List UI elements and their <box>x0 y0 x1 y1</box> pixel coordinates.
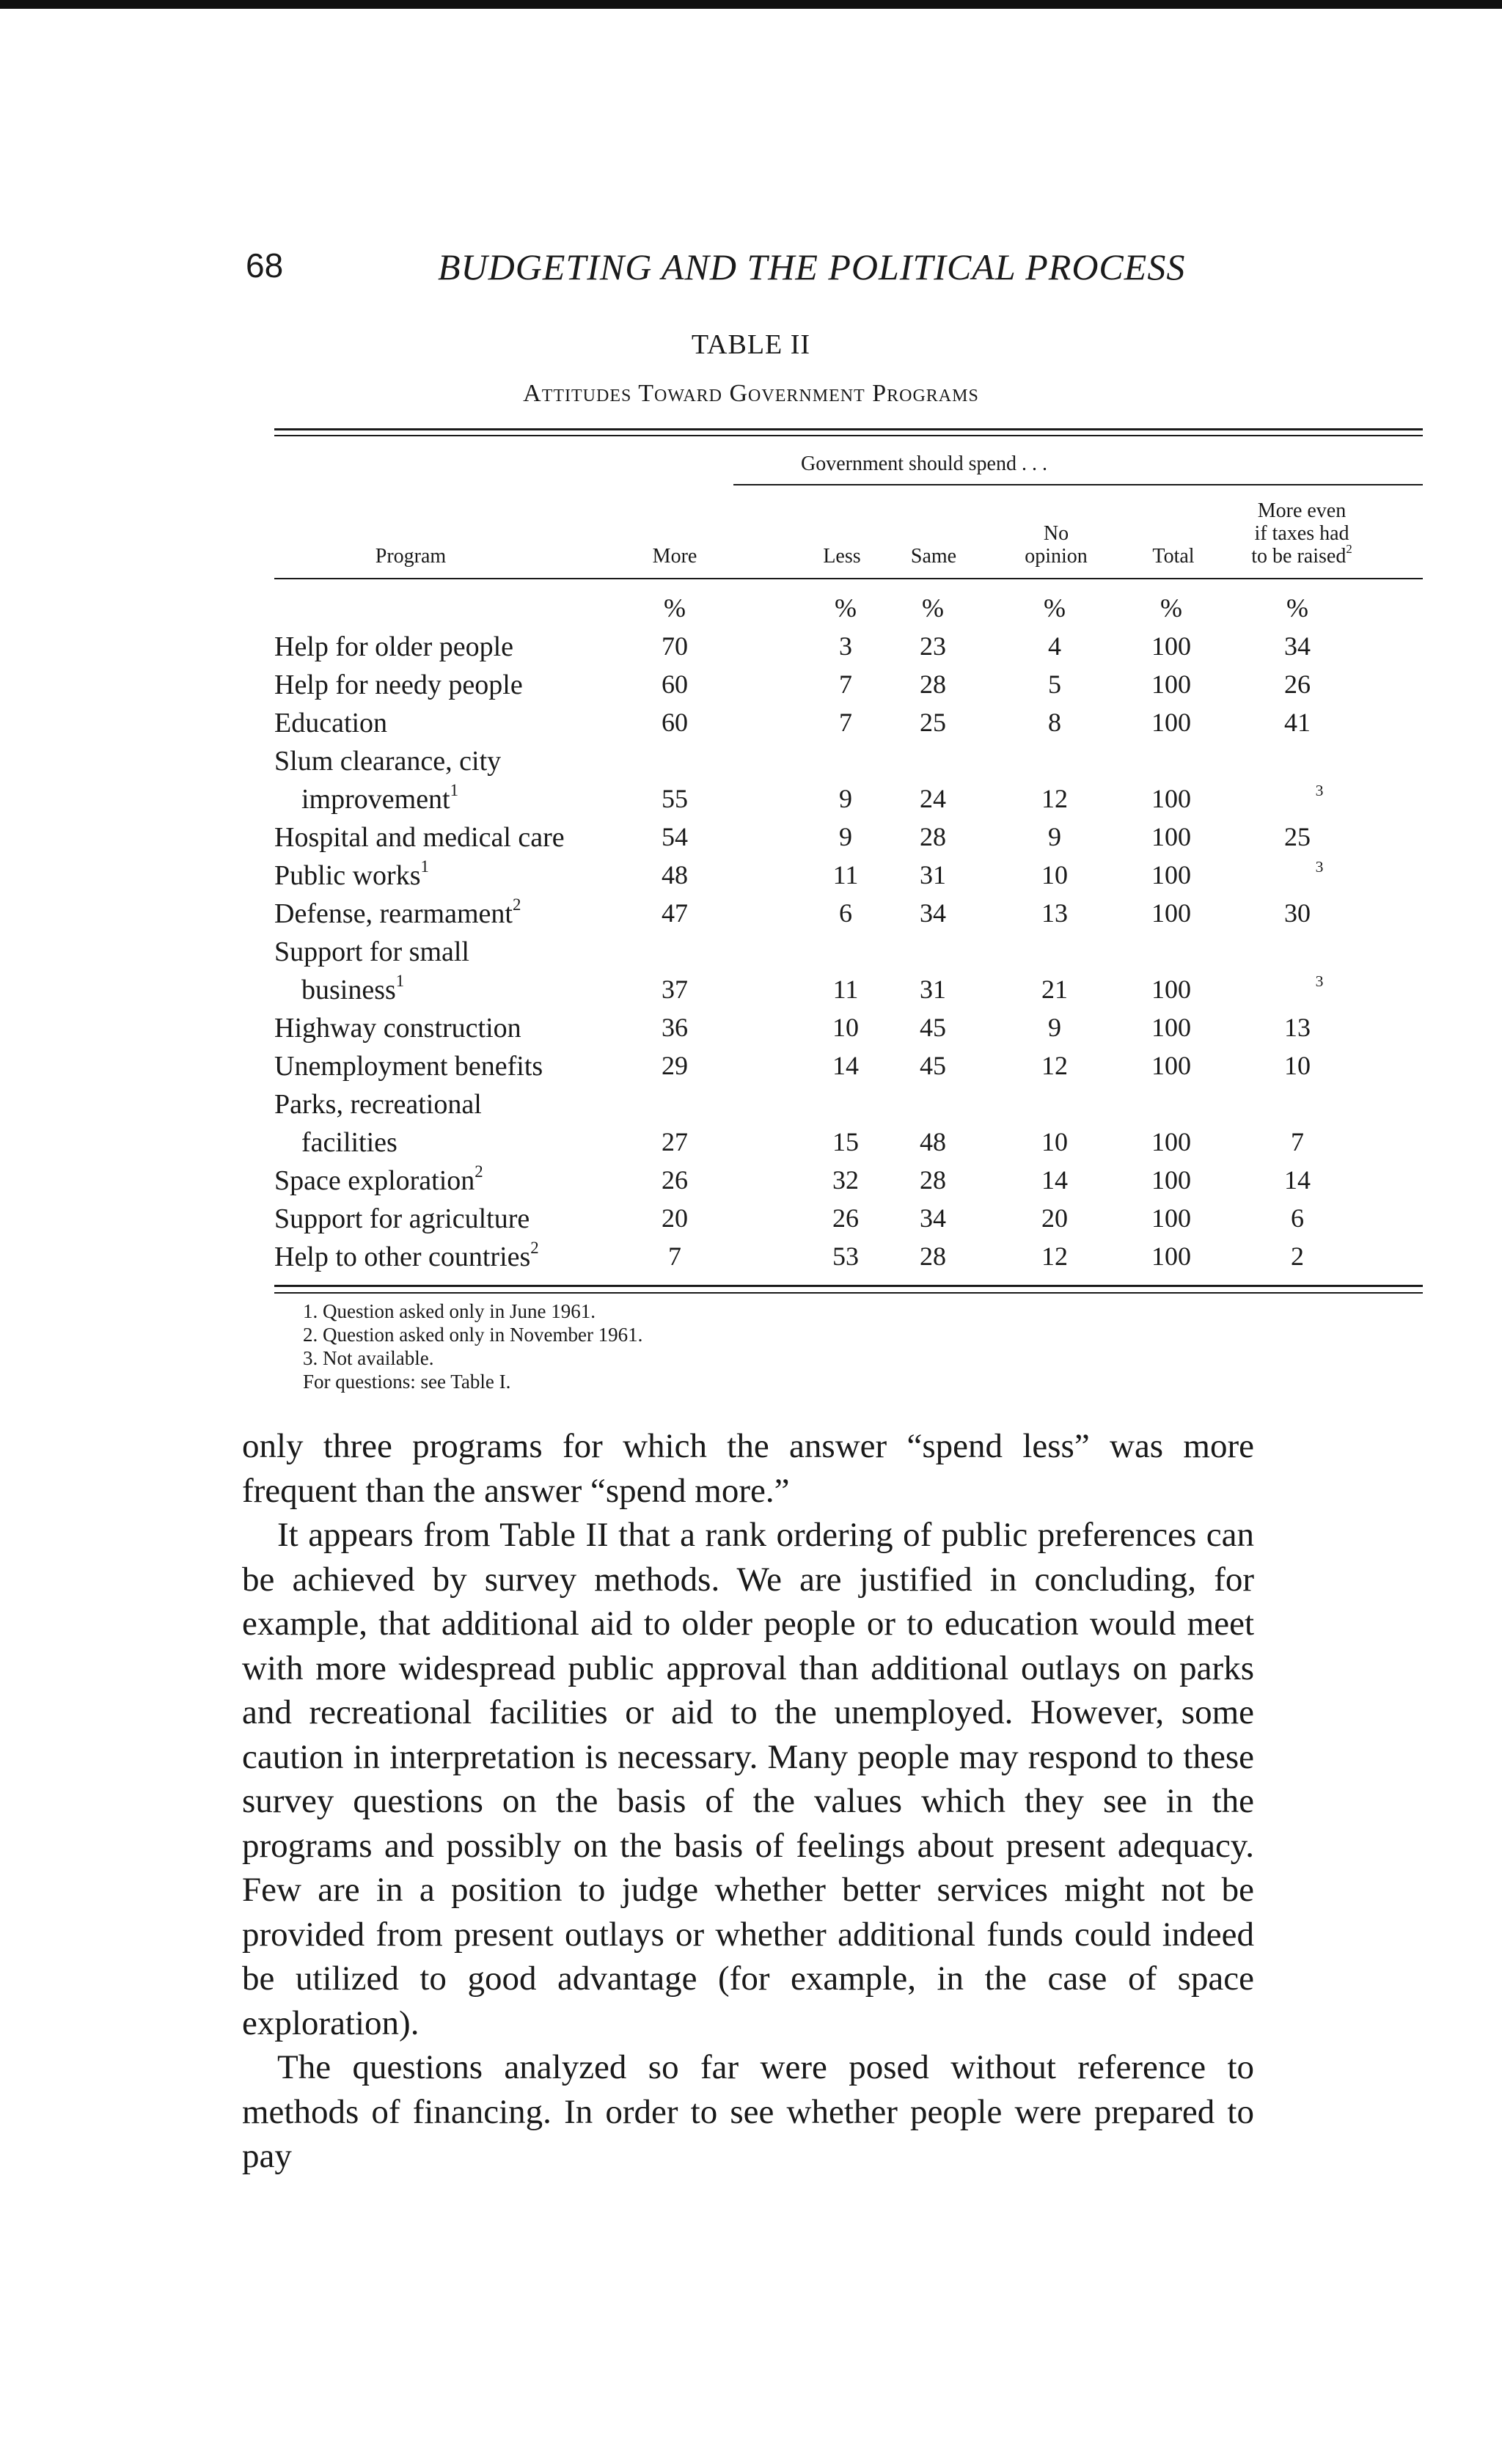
cell-even: 10 <box>1284 1051 1311 1080</box>
cell-more: 70 <box>662 631 688 661</box>
spanner-rule <box>733 484 1423 485</box>
col-head-total: Total <box>1152 545 1195 568</box>
cell-less: 26 <box>832 1203 859 1233</box>
cell-noop: 9 <box>1048 822 1061 851</box>
cell-less: 7 <box>839 708 852 737</box>
cell-less: 11 <box>832 860 859 890</box>
table-subtitle: Attitudes Toward Government Programs <box>523 380 979 407</box>
cell-less: 11 <box>832 975 859 1004</box>
cell-more: 47 <box>662 898 688 928</box>
cell-noop: 12 <box>1041 1242 1068 1271</box>
pct-no-opinion: % <box>1044 593 1066 623</box>
cell-noop: 5 <box>1048 670 1061 699</box>
cell-less: 6 <box>839 898 852 928</box>
cell-even: 25 <box>1284 822 1311 851</box>
cell-same: 28 <box>920 1165 946 1195</box>
cell-same: 48 <box>920 1127 946 1156</box>
row-label <box>274 745 501 777</box>
row-label-text: Education <box>274 708 388 738</box>
cell-even: 30 <box>1284 898 1311 928</box>
row-label-text: Slum clearance, city <box>274 746 502 777</box>
cell-less: 32 <box>832 1165 859 1195</box>
cell-even <box>1275 783 1363 814</box>
cell-even: 6 <box>1291 1203 1304 1233</box>
cell-noop: 12 <box>1041 784 1068 813</box>
col-head-no-opinion-line1: No <box>1043 522 1069 545</box>
row-label-continued-text: facilities <box>301 1127 398 1158</box>
cell-noop: 12 <box>1041 1051 1068 1080</box>
cell-noop: 9 <box>1048 1013 1061 1042</box>
cell-less: 15 <box>832 1127 859 1156</box>
row-label-continued-text: improvement <box>301 784 450 815</box>
row-label <box>274 1238 539 1273</box>
cell-even <box>1275 974 1363 1005</box>
cell-even <box>1275 859 1363 890</box>
row-label-footnote-ref: 1 <box>395 971 405 990</box>
paragraph-continued: only three programs for which the answer “spend less” was more frequent than the answer “spend more.” <box>242 1427 1254 1510</box>
cell-same: 28 <box>920 670 946 699</box>
cell-same: 25 <box>920 708 946 737</box>
cell-same: 34 <box>920 1203 946 1233</box>
col-head-no-opinion-line2: opinion <box>1025 545 1088 568</box>
cell-more: 48 <box>662 860 688 890</box>
row-label-text: Hospital and medical care <box>274 822 565 853</box>
cell-more: 36 <box>662 1013 688 1042</box>
col-head-more-even-sup: 2 <box>1346 542 1352 557</box>
paragraph-rank-ordering: It appears from Table II that a rank ordering of public preferences can be achieved by survey methods. We are justified in concluding, for example, that additional aid to older people or to education would meet with more widespread public approval than additional outlays on parks and recreational facilities or aid to the unemployed. However, some caution in interpretation is necessary. Many people may respond to these survey questions on the basis of the values which they see in the programs and possibly on the basis of feelings about present adequacy. Few are in a position to judge whether better services might not be provided from present outlays or whether additional funds could indeed be utilized to good advantage (for example, in the case of space exploration). <box>242 1516 1254 2042</box>
cell-less: 9 <box>839 822 852 851</box>
cell-total: 100 <box>1151 975 1191 1004</box>
row-label-footnote-ref: 2 <box>530 1238 539 1257</box>
cell-more: 29 <box>662 1051 688 1080</box>
cell-same: 45 <box>920 1013 946 1042</box>
cell-even: 14 <box>1284 1165 1311 1195</box>
footnote-source: For questions: see Table I. <box>303 1371 511 1393</box>
cell-noop: 10 <box>1041 1127 1068 1156</box>
cell-less: 9 <box>839 784 852 813</box>
table-title: TABLE II <box>691 329 811 360</box>
row-label <box>274 1088 482 1121</box>
cell-noop: 4 <box>1048 631 1061 661</box>
cell-same: 31 <box>920 975 946 1004</box>
cell-total: 100 <box>1151 1013 1191 1042</box>
cell-total: 100 <box>1151 1165 1191 1195</box>
cell-even-footnote-ref: 3 <box>1315 857 1324 876</box>
row-label-continued-text: business <box>301 975 396 1005</box>
row-label-text: Support for small <box>274 936 469 967</box>
row-label-text: Highway construction <box>274 1013 521 1044</box>
row-label <box>274 669 523 701</box>
row-label <box>274 1012 521 1044</box>
cell-total: 100 <box>1151 898 1191 928</box>
cell-same: 28 <box>920 1242 946 1271</box>
row-label-text: Help for needy people <box>274 670 523 700</box>
cell-same: 28 <box>920 822 946 851</box>
col-head-more-even-line2: if taxes had <box>1254 522 1349 545</box>
row-label <box>274 859 429 892</box>
cell-noop: 14 <box>1041 1165 1068 1195</box>
row-label-text: Help for older people <box>274 631 514 662</box>
col-head-same: Same <box>910 545 957 568</box>
row-label <box>274 1162 483 1197</box>
cell-total: 100 <box>1151 1051 1191 1080</box>
cell-less: 10 <box>832 1013 859 1042</box>
cell-total: 100 <box>1151 1203 1191 1233</box>
header-bottom-rule <box>274 578 1423 579</box>
row-label-footnote-ref: 2 <box>475 1162 483 1181</box>
col-head-more-even-line3 <box>1210 542 1393 568</box>
cell-even: 13 <box>1284 1013 1311 1042</box>
row-label-text: Parks, recreational <box>274 1089 482 1120</box>
row-label-text: Unemployment benefits <box>274 1051 543 1082</box>
cell-less: 53 <box>832 1242 859 1271</box>
cell-even-footnote-ref: 3 <box>1315 781 1324 799</box>
table-top-rule <box>274 428 1423 430</box>
column-spanner: Government should spend . . . <box>801 452 1047 475</box>
cell-more: 20 <box>662 1203 688 1233</box>
col-head-more-even-line1: More even <box>1257 499 1347 522</box>
pct-more: % <box>664 593 686 623</box>
cell-same: 23 <box>920 631 946 661</box>
pct-more-even: % <box>1286 593 1308 623</box>
cell-noop: 8 <box>1048 708 1061 737</box>
pct-less: % <box>835 593 857 623</box>
cell-total: 100 <box>1151 822 1191 851</box>
page-header <box>246 246 1258 297</box>
cell-total: 100 <box>1151 708 1191 737</box>
footnote-2: 2. Question asked only in November 1961. <box>303 1324 643 1346</box>
cell-same: 34 <box>920 898 946 928</box>
table-top-rule-2 <box>274 435 1423 436</box>
cell-less: 14 <box>832 1051 859 1080</box>
row-label <box>274 1050 543 1082</box>
running-head: BUDGETING AND THE POLITICAL PROCESS <box>438 246 1186 287</box>
col-head-more-even-line3-text: to be raised <box>1251 545 1347 568</box>
col-head-more: More <box>652 545 697 568</box>
row-label-continued <box>301 780 459 815</box>
cell-total: 100 <box>1151 670 1191 699</box>
cell-more: 37 <box>662 975 688 1004</box>
row-label-text: Support for agriculture <box>274 1203 530 1234</box>
row-label-text: Space exploration <box>274 1165 475 1196</box>
page-number: 68 <box>246 246 284 285</box>
cell-more: 26 <box>662 1165 688 1195</box>
table-footnotes <box>303 1299 642 1393</box>
col-head-program: Program <box>375 545 447 568</box>
paragraph-financing: The questions analyzed so far were posed without reference to methods of financing. In order to see whether people were prepared to pay <box>242 2048 1254 2175</box>
cell-more: 54 <box>662 822 688 851</box>
cell-noop: 21 <box>1041 975 1068 1004</box>
row-label-text: Public works <box>274 860 421 891</box>
cell-total: 100 <box>1151 631 1191 661</box>
cell-more: 55 <box>662 784 688 813</box>
col-head-more-even <box>1210 499 1393 568</box>
cell-more: 27 <box>662 1127 688 1156</box>
scan-top-border <box>0 0 1502 9</box>
footnote-3: 3. Not available. <box>303 1347 434 1369</box>
cell-total: 100 <box>1151 860 1191 890</box>
row-label-footnote-ref: 2 <box>512 895 521 914</box>
cell-noop: 20 <box>1041 1203 1068 1233</box>
cell-even: 2 <box>1291 1242 1304 1271</box>
col-head-no-opinion <box>1005 522 1107 568</box>
cell-noop: 13 <box>1041 898 1068 928</box>
cell-even: 41 <box>1284 708 1311 737</box>
row-label-text: Help to other countries <box>274 1242 531 1272</box>
cell-total: 100 <box>1151 1127 1191 1156</box>
cell-more: 60 <box>662 670 688 699</box>
row-label <box>274 821 565 854</box>
body-text <box>242 1424 1254 2179</box>
row-label <box>274 1203 530 1235</box>
col-head-less: Less <box>823 545 861 568</box>
cell-same: 45 <box>920 1051 946 1080</box>
table-bottom-rule <box>274 1285 1423 1287</box>
cell-more: 7 <box>668 1242 681 1271</box>
cell-less: 7 <box>839 670 852 699</box>
cell-more: 60 <box>662 708 688 737</box>
cell-less: 3 <box>839 631 852 661</box>
cell-even: 26 <box>1284 670 1311 699</box>
row-label <box>274 936 469 968</box>
row-label-continued <box>301 971 405 1006</box>
row-label-continued <box>301 1126 398 1159</box>
row-label <box>274 895 521 930</box>
row-label-footnote-ref: 1 <box>450 780 459 799</box>
cell-same: 31 <box>920 860 946 890</box>
row-label-footnote-ref: 1 <box>420 857 429 876</box>
cell-even-footnote-ref: 3 <box>1315 972 1324 990</box>
row-label <box>274 631 513 663</box>
cell-even: 7 <box>1291 1127 1304 1156</box>
row-label <box>274 707 387 739</box>
cell-same: 24 <box>920 784 946 813</box>
pct-same: % <box>922 593 944 623</box>
cell-noop: 10 <box>1041 860 1068 890</box>
row-label-text: Defense, rearmament <box>274 898 513 929</box>
cell-even: 34 <box>1284 631 1311 661</box>
footnote-1: 1. Question asked only in June 1961. <box>303 1300 596 1322</box>
table-bottom-rule-2 <box>274 1292 1423 1294</box>
cell-total: 100 <box>1151 784 1191 813</box>
pct-total: % <box>1160 593 1182 623</box>
cell-total: 100 <box>1151 1242 1191 1271</box>
